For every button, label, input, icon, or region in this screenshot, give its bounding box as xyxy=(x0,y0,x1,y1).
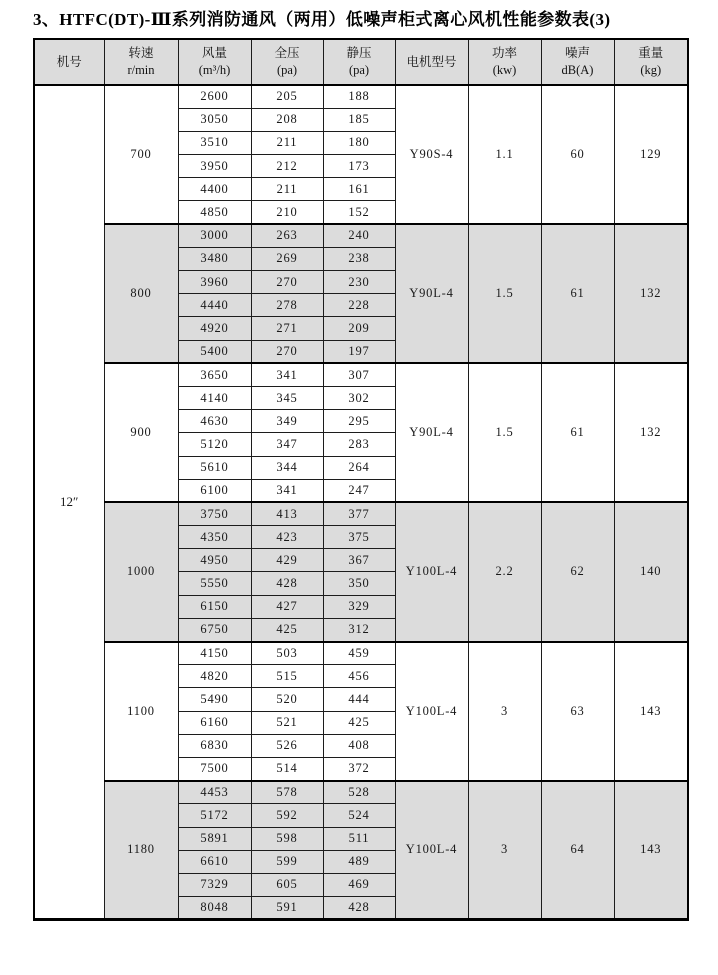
page-title: 3、HTFC(DT)-Ⅲ系列消防通风（两用）低噪声柜式离心风机性能参数表(3) xyxy=(33,10,611,29)
column-header-motor-model: 电机型号 xyxy=(395,39,468,85)
static-pressure-cell: 238 xyxy=(323,247,395,270)
static-pressure-cell: 173 xyxy=(323,155,395,178)
weight-cell: 132 xyxy=(614,224,688,363)
static-pressure-cell: 247 xyxy=(323,479,395,502)
air-volume-cell: 8048 xyxy=(178,897,251,920)
noise-cell: 60 xyxy=(541,85,614,224)
column-header-speed: 转速 r/min xyxy=(104,39,178,85)
static-pressure-cell: 240 xyxy=(323,224,395,247)
air-volume-cell: 4453 xyxy=(178,781,251,804)
static-pressure-cell: 524 xyxy=(323,804,395,827)
total-pressure-cell: 341 xyxy=(251,363,323,386)
speed-cell: 900 xyxy=(104,363,178,502)
noise-cell: 63 xyxy=(541,642,614,781)
total-pressure-cell: 211 xyxy=(251,178,323,201)
header-row xyxy=(34,39,688,85)
weight-cell: 132 xyxy=(614,363,688,502)
air-volume-cell: 4400 xyxy=(178,178,251,201)
total-pressure-cell: 278 xyxy=(251,294,323,317)
static-pressure-cell: 307 xyxy=(323,363,395,386)
total-pressure-cell: 263 xyxy=(251,224,323,247)
total-pressure-cell: 347 xyxy=(251,433,323,456)
total-pressure-cell: 413 xyxy=(251,502,323,525)
speed-cell: 1000 xyxy=(104,502,178,641)
air-volume-cell: 4140 xyxy=(178,386,251,409)
air-volume-cell: 2600 xyxy=(178,85,251,108)
static-pressure-cell: 264 xyxy=(323,456,395,479)
static-pressure-cell: 185 xyxy=(323,108,395,131)
power-cell: 3 xyxy=(468,642,541,781)
air-volume-cell: 4850 xyxy=(178,201,251,224)
total-pressure-cell: 515 xyxy=(251,665,323,688)
total-pressure-cell: 598 xyxy=(251,827,323,850)
static-pressure-cell: 329 xyxy=(323,595,395,618)
static-pressure-cell: 469 xyxy=(323,873,395,896)
column-header-noise: 噪声 dB(A) xyxy=(541,39,614,85)
static-pressure-cell: 161 xyxy=(323,178,395,201)
total-pressure-cell: 592 xyxy=(251,804,323,827)
noise-cell: 64 xyxy=(541,781,614,920)
data-row-speed-900 xyxy=(34,363,688,386)
total-pressure-cell: 208 xyxy=(251,108,323,131)
air-volume-cell: 5400 xyxy=(178,340,251,363)
air-volume-cell: 4440 xyxy=(178,294,251,317)
total-pressure-cell: 270 xyxy=(251,271,323,294)
data-row-speed-700 xyxy=(34,85,688,108)
power-cell: 2.2 xyxy=(468,502,541,641)
air-volume-cell: 5550 xyxy=(178,572,251,595)
air-volume-cell: 6750 xyxy=(178,618,251,641)
total-pressure-cell: 605 xyxy=(251,873,323,896)
column-header-air-volume: 风量 (m³/h) xyxy=(178,39,251,85)
noise-cell: 62 xyxy=(541,502,614,641)
column-header-static-pressure: 静压 (pa) xyxy=(323,39,395,85)
air-volume-cell: 4150 xyxy=(178,642,251,665)
total-pressure-cell: 270 xyxy=(251,340,323,363)
weight-cell: 140 xyxy=(614,502,688,641)
data-row-speed-1100 xyxy=(34,642,688,665)
static-pressure-cell: 367 xyxy=(323,549,395,572)
total-pressure-cell: 345 xyxy=(251,386,323,409)
air-volume-cell: 3480 xyxy=(178,247,251,270)
static-pressure-cell: 188 xyxy=(323,85,395,108)
total-pressure-cell: 503 xyxy=(251,642,323,665)
air-volume-cell: 4950 xyxy=(178,549,251,572)
air-volume-cell: 4920 xyxy=(178,317,251,340)
air-volume-cell: 5490 xyxy=(178,688,251,711)
data-row-speed-1000 xyxy=(34,502,688,525)
air-volume-cell: 6610 xyxy=(178,850,251,873)
air-volume-cell: 6150 xyxy=(178,595,251,618)
machine-no-cell: 12″ xyxy=(34,85,104,920)
static-pressure-cell: 197 xyxy=(323,340,395,363)
speed-cell: 1180 xyxy=(104,781,178,920)
power-cell: 1.5 xyxy=(468,363,541,502)
air-volume-cell: 7500 xyxy=(178,757,251,780)
motor-model-cell: Y100L-4 xyxy=(395,781,468,920)
total-pressure-cell: 349 xyxy=(251,410,323,433)
total-pressure-cell: 429 xyxy=(251,549,323,572)
data-row-speed-1180 xyxy=(34,781,688,804)
total-pressure-cell: 526 xyxy=(251,734,323,757)
total-pressure-cell: 341 xyxy=(251,479,323,502)
weight-cell: 143 xyxy=(614,781,688,920)
total-pressure-cell: 599 xyxy=(251,850,323,873)
static-pressure-cell: 209 xyxy=(323,317,395,340)
air-volume-cell: 4630 xyxy=(178,410,251,433)
static-pressure-cell: 283 xyxy=(323,433,395,456)
table-header xyxy=(34,39,688,85)
static-pressure-cell: 375 xyxy=(323,526,395,549)
static-pressure-cell: 377 xyxy=(323,502,395,525)
air-volume-cell: 3950 xyxy=(178,155,251,178)
speed-cell: 1100 xyxy=(104,642,178,781)
total-pressure-cell: 423 xyxy=(251,526,323,549)
power-cell: 1.5 xyxy=(468,224,541,363)
air-volume-cell: 3960 xyxy=(178,271,251,294)
air-volume-cell: 3650 xyxy=(178,363,251,386)
static-pressure-cell: 528 xyxy=(323,781,395,804)
column-header-machine-no: 机号 xyxy=(34,39,104,85)
air-volume-cell: 5120 xyxy=(178,433,251,456)
total-pressure-cell: 428 xyxy=(251,572,323,595)
data-row-speed-800 xyxy=(34,224,688,247)
air-volume-cell: 4350 xyxy=(178,526,251,549)
air-volume-cell: 5891 xyxy=(178,827,251,850)
total-pressure-cell: 211 xyxy=(251,131,323,154)
speed-cell: 800 xyxy=(104,224,178,363)
static-pressure-cell: 511 xyxy=(323,827,395,850)
static-pressure-cell: 489 xyxy=(323,850,395,873)
air-volume-cell: 3750 xyxy=(178,502,251,525)
weight-cell: 143 xyxy=(614,642,688,781)
total-pressure-cell: 344 xyxy=(251,456,323,479)
motor-model-cell: Y90S-4 xyxy=(395,85,468,224)
static-pressure-cell: 428 xyxy=(323,897,395,920)
motor-model-cell: Y90L-4 xyxy=(395,363,468,502)
column-header-power: 功率 (kw) xyxy=(468,39,541,85)
air-volume-cell: 6100 xyxy=(178,479,251,502)
total-pressure-cell: 578 xyxy=(251,781,323,804)
column-header-total-pressure: 全压 (pa) xyxy=(251,39,323,85)
static-pressure-cell: 230 xyxy=(323,271,395,294)
total-pressure-cell: 205 xyxy=(251,85,323,108)
static-pressure-cell: 350 xyxy=(323,572,395,595)
air-volume-cell: 3050 xyxy=(178,108,251,131)
total-pressure-cell: 212 xyxy=(251,155,323,178)
total-pressure-cell: 269 xyxy=(251,247,323,270)
total-pressure-cell: 425 xyxy=(251,618,323,641)
air-volume-cell: 4820 xyxy=(178,665,251,688)
air-volume-cell: 5610 xyxy=(178,456,251,479)
static-pressure-cell: 456 xyxy=(323,665,395,688)
total-pressure-cell: 591 xyxy=(251,897,323,920)
static-pressure-cell: 459 xyxy=(323,642,395,665)
static-pressure-cell: 425 xyxy=(323,711,395,734)
power-cell: 1.1 xyxy=(468,85,541,224)
static-pressure-cell: 152 xyxy=(323,201,395,224)
total-pressure-cell: 427 xyxy=(251,595,323,618)
static-pressure-cell: 180 xyxy=(323,131,395,154)
static-pressure-cell: 372 xyxy=(323,757,395,780)
column-header-weight: 重量 (kg) xyxy=(614,39,688,85)
air-volume-cell: 6160 xyxy=(178,711,251,734)
total-pressure-cell: 210 xyxy=(251,201,323,224)
power-cell: 3 xyxy=(468,781,541,920)
static-pressure-cell: 312 xyxy=(323,618,395,641)
motor-model-cell: Y90L-4 xyxy=(395,224,468,363)
static-pressure-cell: 228 xyxy=(323,294,395,317)
air-volume-cell: 6830 xyxy=(178,734,251,757)
weight-cell: 129 xyxy=(614,85,688,224)
air-volume-cell: 7329 xyxy=(178,873,251,896)
air-volume-cell: 3510 xyxy=(178,131,251,154)
static-pressure-cell: 295 xyxy=(323,410,395,433)
motor-model-cell: Y100L-4 xyxy=(395,642,468,781)
total-pressure-cell: 514 xyxy=(251,757,323,780)
total-pressure-cell: 521 xyxy=(251,711,323,734)
fan-performance-table xyxy=(33,38,689,921)
static-pressure-cell: 302 xyxy=(323,386,395,409)
table-body xyxy=(34,85,688,920)
air-volume-cell: 3000 xyxy=(178,224,251,247)
motor-model-cell: Y100L-4 xyxy=(395,502,468,641)
static-pressure-cell: 408 xyxy=(323,734,395,757)
static-pressure-cell: 444 xyxy=(323,688,395,711)
air-volume-cell: 5172 xyxy=(178,804,251,827)
total-pressure-cell: 271 xyxy=(251,317,323,340)
speed-cell: 700 xyxy=(104,85,178,224)
noise-cell: 61 xyxy=(541,224,614,363)
total-pressure-cell: 520 xyxy=(251,688,323,711)
noise-cell: 61 xyxy=(541,363,614,502)
